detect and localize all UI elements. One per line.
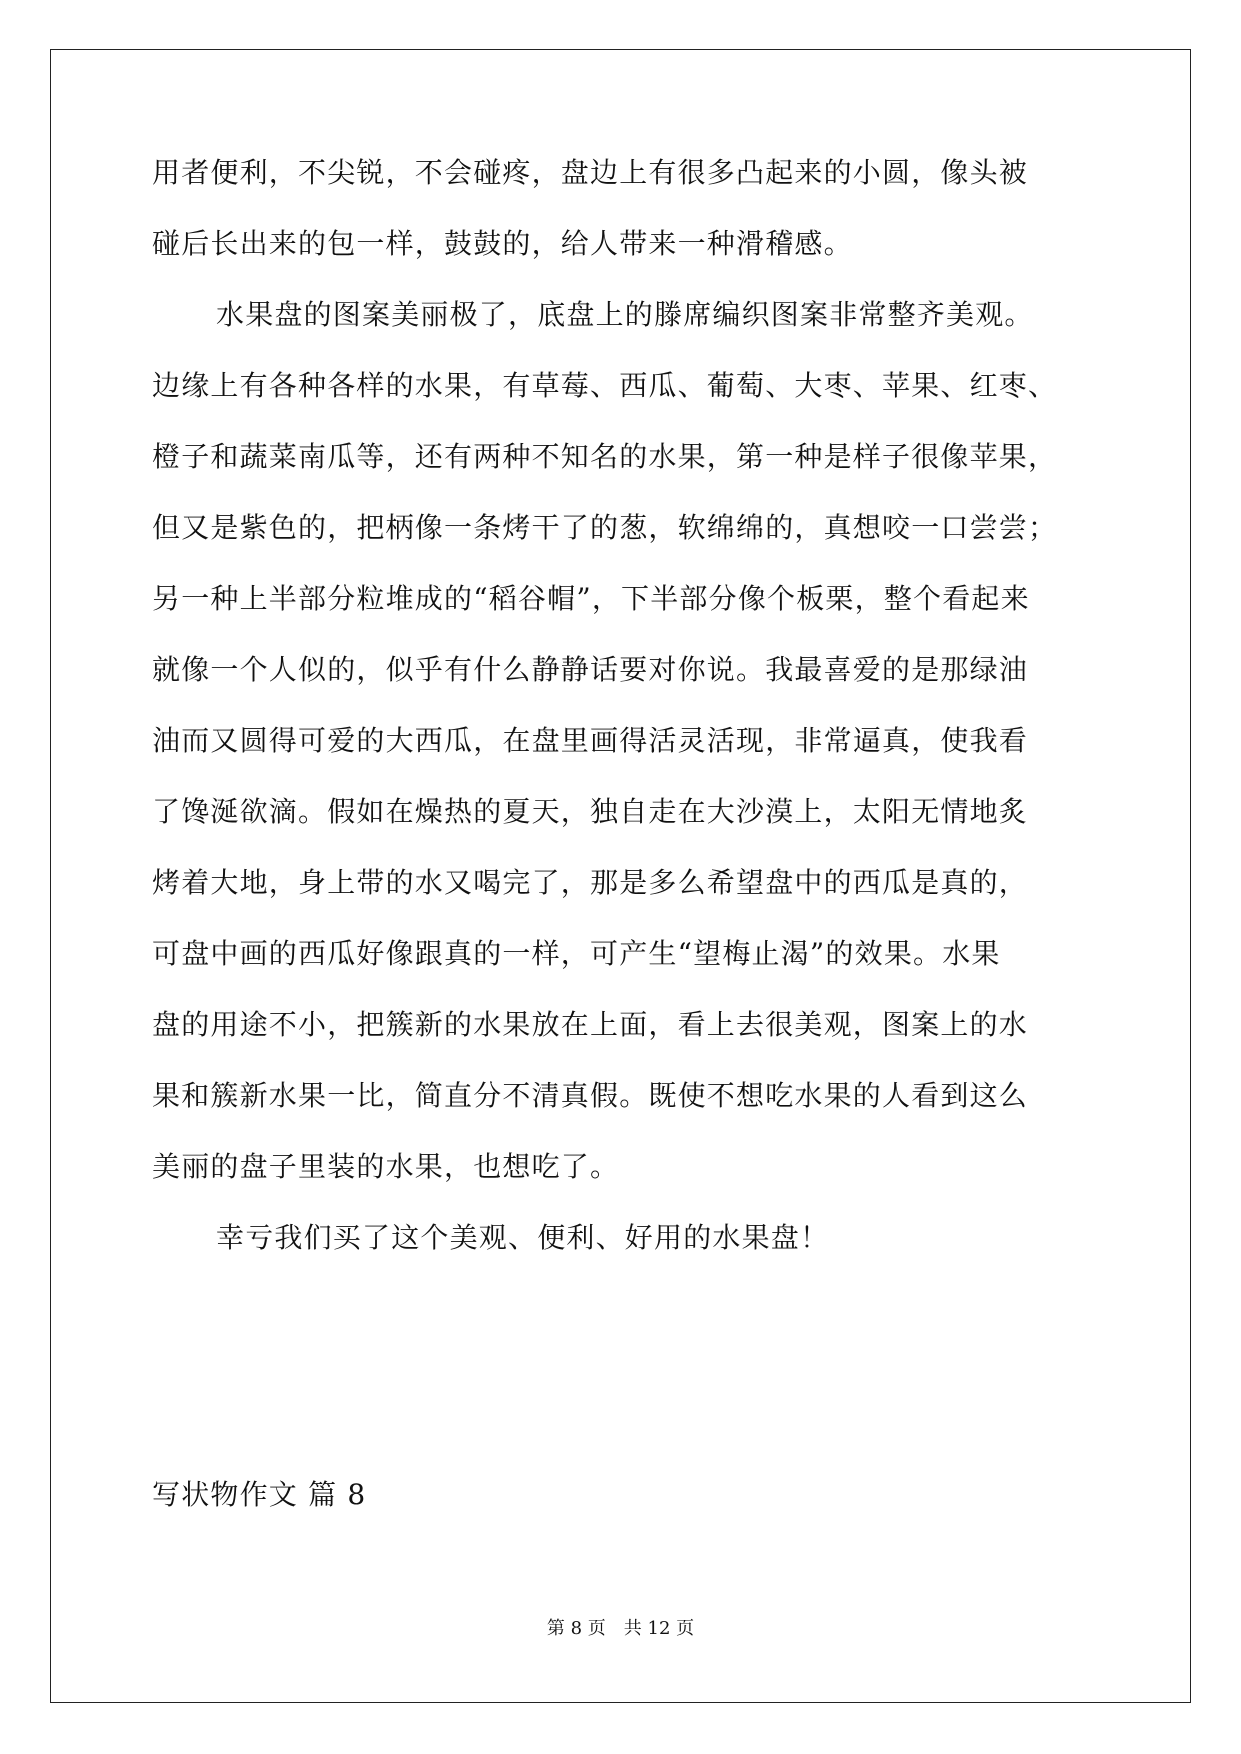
text-line: 用者便利，不尖锐，不会碰疼，盘边上有很多凸起来的小圆，像头被 bbox=[152, 156, 1029, 189]
text-line: 就像一个人似的，似乎有什么静静话要对你说。我最喜爱的是那绿油 bbox=[152, 653, 1029, 686]
text-line: 烤着大地，身上带的水又喝完了，那是多么希望盘中的西瓜是真的， bbox=[152, 866, 1029, 899]
text-line: 盘的用途不小，把簇新的水果放在上面，看上去很美观，图案上的水 bbox=[152, 1008, 1029, 1041]
page-total: 共 12 页 bbox=[623, 1618, 695, 1639]
text-line: 但又是紫色的，把柄像一条烤干了的葱，软绵绵的，真想咬一口尝尝； bbox=[152, 511, 1058, 544]
text-line: 了馋涎欲滴。假如在燥热的夏天，独自走在大沙漠上，太阳无情地炙 bbox=[152, 795, 1029, 828]
text-line: 油而又圆得可爱的大西瓜，在盘里画得活灵活现，非常逼真，使我看 bbox=[152, 724, 1029, 757]
text-line: 果和簇新水果一比，简直分不清真假。既使不想吃水果的人看到这么 bbox=[152, 1079, 1029, 1112]
section-heading: 写状物作文 篇 8 bbox=[152, 1478, 367, 1511]
text-line: 美丽的盘子里装的水果，也想吃了。 bbox=[152, 1150, 620, 1183]
text-line: 碰后长出来的包一样，鼓鼓的，给人带来一种滑稽感。 bbox=[152, 227, 853, 260]
text-line: 水果盘的图案美丽极了，底盘上的滕席编织图案非常整齐美观。 bbox=[216, 298, 1034, 331]
text-line: 边缘上有各种各样的水果，有草莓、西瓜、葡萄、大枣、苹果、红枣、 bbox=[152, 369, 1058, 402]
text-line: 幸亏我们买了这个美观、便利、好用的水果盘！ bbox=[216, 1221, 830, 1254]
page-footer bbox=[0, 1620, 1241, 1638]
text-line: 可盘中画的西瓜好像跟真的一样，可产生“望梅止渴”的效果。水果 bbox=[152, 937, 1001, 970]
text-line: 橙子和蔬菜南瓜等，还有两种不知名的水果，第一种是样子很像苹果， bbox=[152, 440, 1058, 473]
text-line: 另一种上半部分粒堆成的“稻谷帽”，下半部分像个板栗，整个看起来 bbox=[152, 582, 1030, 615]
page-number: 第 8 页 bbox=[546, 1618, 606, 1639]
